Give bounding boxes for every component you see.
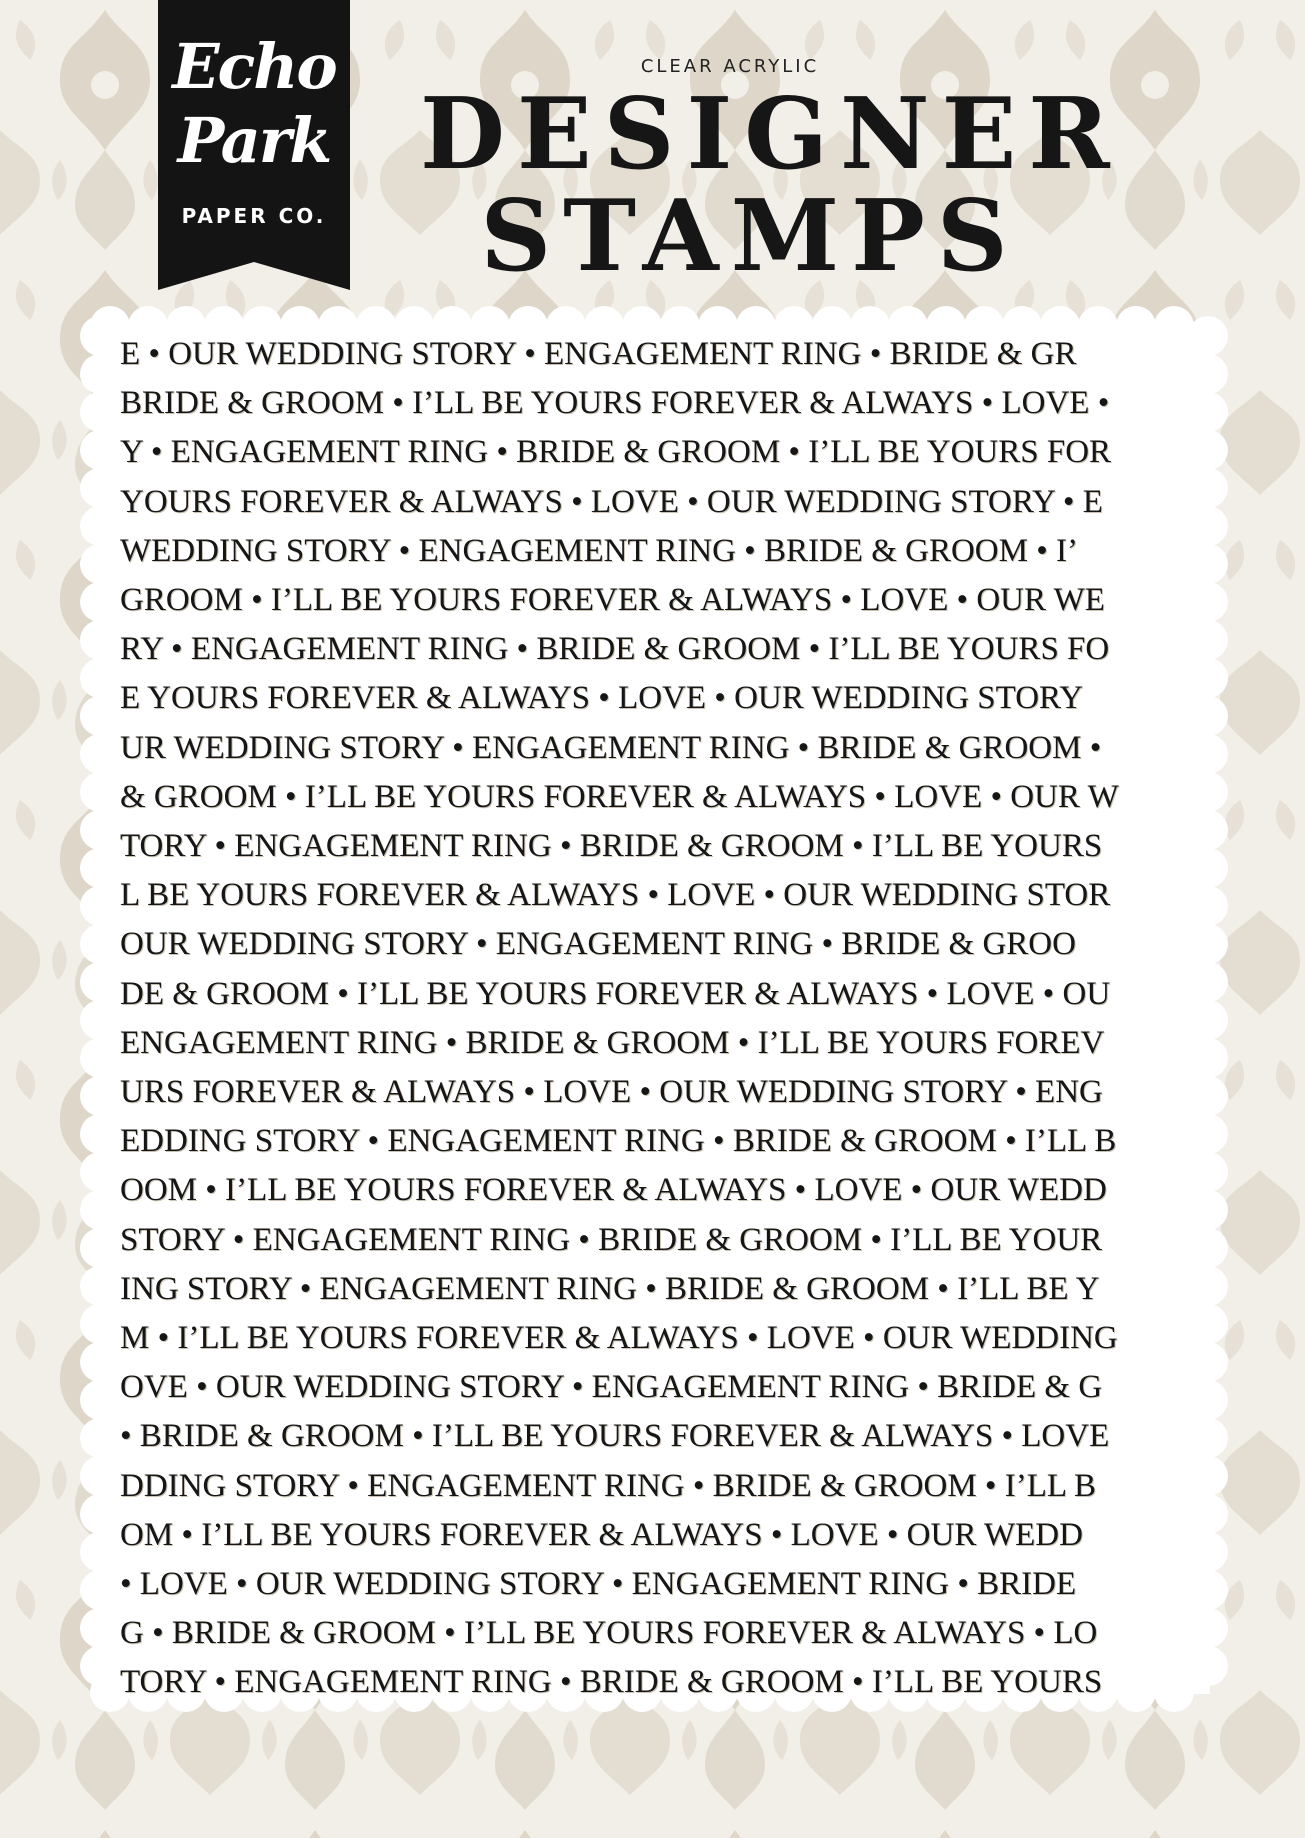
stamp-text-row: UR WEDDING STORY • ENGAGEMENT RING • BRIDE & GROOM • bbox=[120, 729, 1102, 766]
stamp-text-row: • LOVE • OUR WEDDING STORY • ENGAGEMENT RING • BRIDE bbox=[120, 1566, 1077, 1602]
stamp-text-row: YOURS FOREVER & ALWAYS • LOVE • OUR WEDDING STORY • E bbox=[120, 483, 1103, 520]
stamp-text-row: BRIDE & GROOM • I’LL BE YOURS FOREVER & ALWAYS • LOVE • bbox=[120, 385, 1110, 422]
stamp-text-row: OUR WEDDING STORY • ENGAGEMENT RING • BRIDE & GROO bbox=[120, 926, 1076, 963]
stamp-text-row: L BE YOURS FOREVER & ALWAYS • LOVE • OUR WEDDING STOR bbox=[120, 877, 1111, 914]
stamp-text-row: OOM • I’LL BE YOURS FOREVER & ALWAYS • LOVE • OUR WEDD bbox=[120, 1172, 1107, 1209]
stamp-text-row: RY • ENGAGEMENT RING • BRIDE & GROOM • I’LL BE YOURS FO bbox=[120, 631, 1110, 668]
stamp-text-row: DE & GROOM • I’LL BE YOURS FOREVER & ALWAYS • LOVE • OU bbox=[120, 975, 1111, 1012]
stamp-text-row: • BRIDE & GROOM • I’LL BE YOURS FOREVER & ALWAYS • LOVE bbox=[120, 1418, 1110, 1455]
stamp-text-row: DDING STORY • ENGAGEMENT RING • BRIDE & GROOM • I’LL B bbox=[120, 1467, 1097, 1504]
echo-park-logo bbox=[158, 0, 350, 290]
stamp-text-row: M • I’LL BE YOURS FOREVER & ALWAYS • LOVE • OUR WEDDING bbox=[120, 1320, 1118, 1356]
stamp-text-row: ING STORY • ENGAGEMENT RING • BRIDE & GROOM • I’LL BE Y bbox=[120, 1270, 1100, 1307]
stamp-text-row: G • BRIDE & GROOM • I’LL BE YOURS FOREVER & ALWAYS • LO bbox=[120, 1615, 1098, 1652]
stamp-text-row: GROOM • I’LL BE YOURS FOREVER & ALWAYS • LOVE • OUR WE bbox=[120, 582, 1105, 618]
stamp-text-row: OVE • OUR WEDDING STORY • ENGAGEMENT RING • BRIDE & G bbox=[120, 1369, 1103, 1406]
stamp-text-row: & GROOM • I’LL BE YOURS FOREVER & ALWAYS • LOVE • OUR W bbox=[120, 778, 1119, 815]
title-stamps: STAMPS bbox=[480, 179, 1020, 294]
stamp-text-row: OM • I’LL BE YOURS FOREVER & ALWAYS • LOVE • OUR WEDD bbox=[120, 1516, 1083, 1553]
stamp-text-row: STORY • ENGAGEMENT RING • BRIDE & GROOM • I’LL BE YOUR bbox=[120, 1221, 1103, 1258]
stamp-text-row: Y • ENGAGEMENT RING • BRIDE & GROOM • I’LL BE YOURS FOR bbox=[120, 434, 1112, 471]
clear-acrylic-subtitle: CLEAR ACRYLIC bbox=[640, 56, 820, 77]
stamp-text-row: URS FOREVER & ALWAYS • LOVE • OUR WEDDING STORY • ENG bbox=[120, 1074, 1103, 1110]
logo-echo-text: Echo bbox=[172, 30, 336, 103]
logo-paper-co-text: PAPER CO. bbox=[181, 204, 327, 228]
stamp-text-row: EDDING STORY • ENGAGEMENT RING • BRIDE & GROOM • I’LL B bbox=[120, 1123, 1117, 1160]
stamp-text-row: ENGAGEMENT RING • BRIDE & GROOM • I’LL BE YOURS FOREV bbox=[120, 1024, 1105, 1061]
logo-park-text: Park bbox=[177, 104, 331, 177]
stamp-text-row: TORY • ENGAGEMENT RING • BRIDE & GROOM • I’LL BE YOURS bbox=[120, 828, 1103, 864]
stamp-text-row: E YOURS FOREVER & ALWAYS • LOVE • OUR WEDDING STORY bbox=[120, 680, 1084, 717]
stamp-text-row: TORY • ENGAGEMENT RING • BRIDE & GROOM • I’LL BE YOURS bbox=[120, 1664, 1103, 1701]
stamp-text-row: WEDDING STORY • ENGAGEMENT RING • BRIDE & GROOM • I’ bbox=[120, 532, 1079, 569]
stamp-text-field bbox=[120, 334, 1186, 1704]
stamp-text-row: E • OUR WEDDING STORY • ENGAGEMENT RING • BRIDE & GR bbox=[120, 336, 1077, 372]
title-designer: DESIGNER bbox=[420, 77, 1122, 192]
